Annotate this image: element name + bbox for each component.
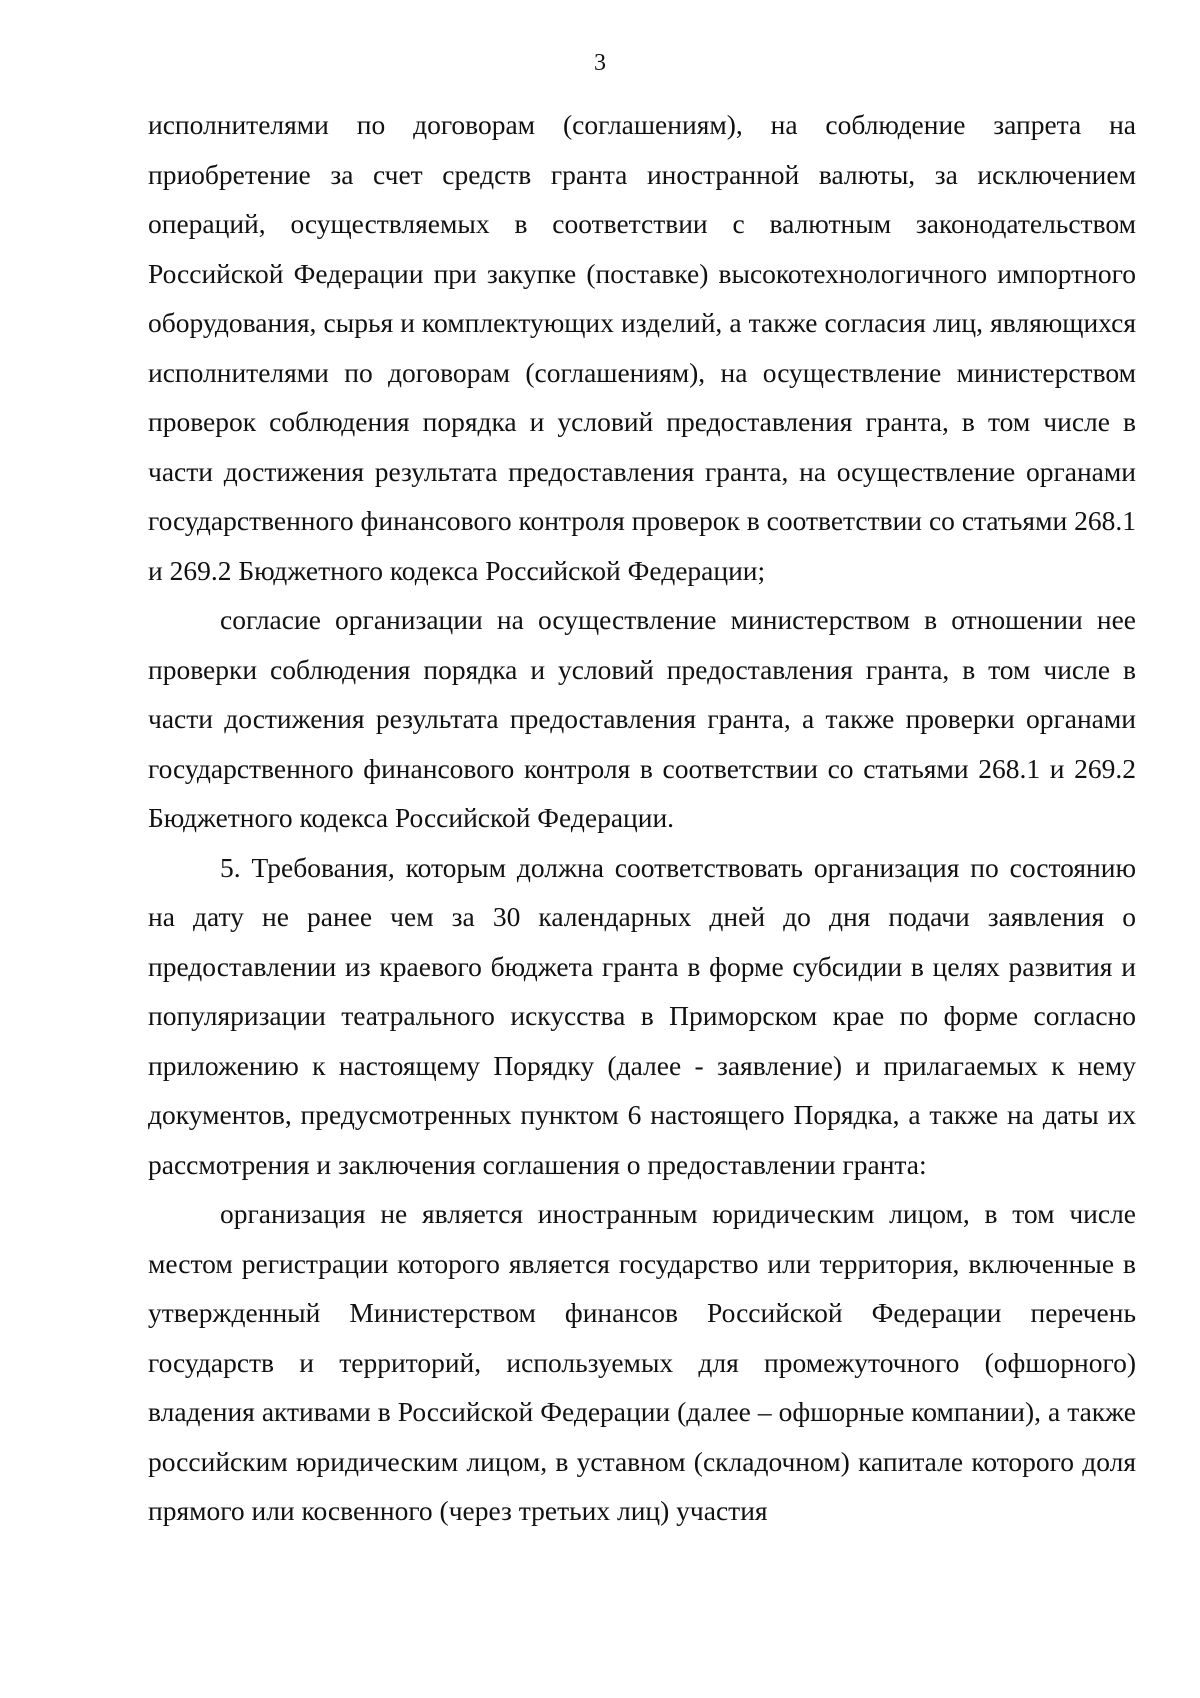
paragraph-not-foreign-entity: организация не является иностранным юридическим лицом, в том числе местом регистрации которого является государство или территория, включенные в утвержденный Министерством финансов Российской Федерации перечень государств и территорий, используемых для промежуточного (офшорного) владения активами в Российской Федерации (далее – офшорные компании), а также российским юридическим лицом, в уставном (складочном) капитале которого доля прямого или косвенного (через третьих лиц) участия: [148, 1198, 1136, 1526]
paragraph-requirements: 5. Требования, которым должна соответствовать организация по состоянию на дату не ранее чем за 30 календарных дней до дня подачи заявления о предоставлении из краевого бюджета гранта в форме субсидии в целях развития и популяризации театрального искусства в Приморском крае по форме согласно приложению к настоящему Порядку (далее - заявление) и прилагаемых к нему документов, предусмотренных пунктом 6 настоящего Порядка, а также на даты их рассмотрения и заключения соглашения о предоставлении гранта:: [148, 851, 1136, 1180]
document-body: [148, 100, 1136, 1536]
page-number: 3: [594, 50, 606, 76]
paragraph-continuation: исполнителями по договорам (соглашениям), на соблюдение запрета на приобретение за счет средств гранта иностранной валюты, за исключением операций, осуществляемых в соответствии с валютным законодательством Российской Федерации при закупке (поставке) высокотехнологичного импортного оборудования, сырья и комплектующих изделий, а также согласия лиц, являющихся исполнителями по договорам (соглашениям), на осуществление министерством проверок соблюдения порядка и условий предоставления гранта, в том числе в части достижения результата предоставления гранта, на осуществление органами государственного финансового контроля проверок в соответствии со статьями 268.1 и 269.2 Бюджетного кодекса Российской Федерации;: [148, 109, 1136, 586]
paragraph-consent: согласие организации на осуществление министерством в отношении нее проверки соблюдения порядка и условий предоставления гранта, в том числе в части достижения результата предоставления гранта, а также проверки органами государственного финансового контроля в соответствии со статьями 268.1 и 269.2 Бюджетного кодекса Российской Федерации.: [148, 604, 1136, 833]
